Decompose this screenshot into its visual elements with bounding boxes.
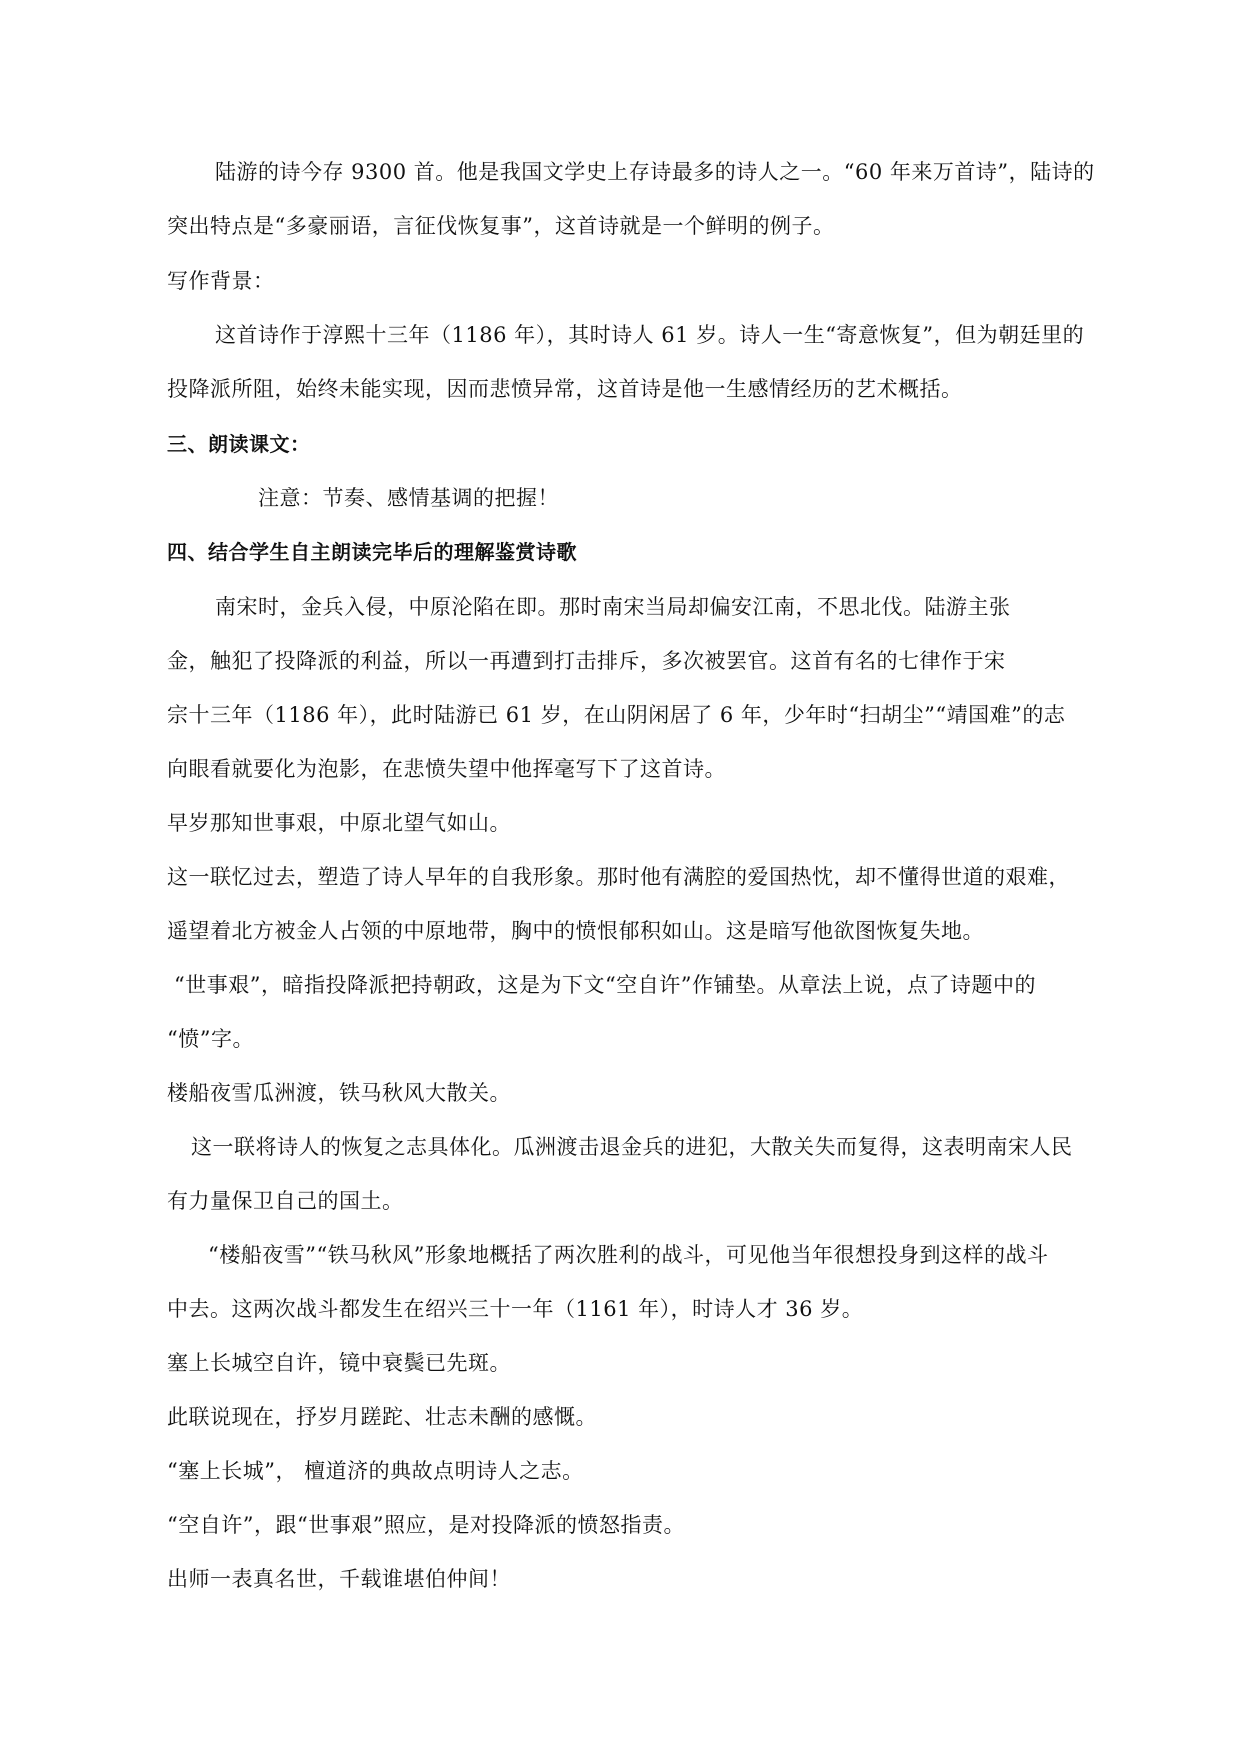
analysis-couplet-3-line-1: 此联说现在，抒岁月蹉跎、壮志未酬的感慨。 (167, 1405, 597, 1429)
section-label-background: 写作背景： (167, 269, 275, 293)
paragraph-intro-line-2: 突出特点是“多豪丽语，言征伐恢复事”，这首诗就是一个鲜明的例子。 (167, 214, 835, 238)
analysis-couplet-2-line-4: 中去。这两次战斗都发生在绍兴三十一年（1161 年），时诗人才 36 岁。 (167, 1297, 864, 1321)
paragraph-history-line-4: 向眼看就要化为泡影，在悲愤失望中他挥毫写下了这首诗。 (167, 757, 726, 781)
paragraph-history-line-3: 宗十三年（1186 年），此时陆游已 61 岁，在山阴闲居了 6 年，少年时“扫胡尘”“靖国难”的志 (167, 703, 1066, 727)
heading-section-four: 四、结合学生自主朗读完毕后的理解鉴赏诗歌 (167, 540, 577, 564)
paragraph-intro-line-1: 陆游的诗今存 9300 首。他是我国文学史上存诗最多的诗人之一。“60 年来万首诗”，陆诗的 (215, 160, 1095, 184)
analysis-couplet-1-line-3: “世事艰”，暗指投降派把持朝政，这是为下文“空自许”作铺垫。从章法上说，点了诗题中的 (174, 973, 1036, 997)
analysis-couplet-1-line-1: 这一联忆过去，塑造了诗人早年的自我形象。那时他有满腔的爱国热忱，却不懂得世道的艰难， (167, 865, 1070, 889)
analysis-couplet-1-line-4: “愤”字。 (167, 1027, 254, 1051)
analysis-couplet-2-line-3: “楼船夜雪”“铁马秋风”形象地概括了两次胜利的战斗，可见他当年很想投身到这样的战斗 (208, 1243, 1049, 1267)
note-reading: 注意：节奏、感情基调的把握！ (258, 486, 559, 510)
paragraph-background-line-2: 投降派所阻，始终未能实现，因而悲愤异常，这首诗是他一生感情经历的艺术概括。 (167, 377, 963, 401)
paragraph-background-line-1: 这首诗作于淳熙十三年（1186 年），其时诗人 61 岁。诗人一生“寄意恢复”，但为朝廷里的 (215, 323, 1085, 347)
analysis-couplet-3-line-2: “塞上长城”， 檀道济的典故点明诗人之志。 (167, 1459, 584, 1483)
paragraph-history-line-2: 金，触犯了投降派的利益，所以一再遭到打击排斥，多次被罢官。这首有名的七律作于宋 (167, 649, 1006, 673)
analysis-couplet-3-line-3: “空自许”，跟“世事艰”照应，是对投降派的愤怒指责。 (167, 1513, 685, 1537)
paragraph-history-line-1: 南宋时，金兵入侵，中原沦陷在即。那时南宋当局却偏安江南，不思北伐。陆游主张 (215, 595, 1011, 619)
poem-couplet-3: 塞上长城空自许，镜中衰鬓已先斑。 (167, 1351, 511, 1375)
analysis-couplet-1-line-2: 遥望着北方被金人占领的中原地带，胸中的愤恨郁积如山。这是暗写他欲图恢复失地。 (167, 919, 984, 943)
poem-couplet-4: 出师一表真名世，千载谁堪伯仲间！ (167, 1567, 511, 1591)
analysis-couplet-2-line-1: 这一联将诗人的恢复之志具体化。瓜洲渡击退金兵的进犯，大散关失而复得，这表明南宋人民 (191, 1135, 1073, 1159)
analysis-couplet-2-line-2: 有力量保卫自己的国土。 (167, 1189, 404, 1213)
heading-section-three: 三、朗读课文： (167, 432, 311, 456)
poem-couplet-2: 楼船夜雪瓜洲渡，铁马秋风大散关。 (167, 1081, 511, 1105)
poem-couplet-1: 早岁那知世事艰，中原北望气如山。 (167, 811, 511, 835)
